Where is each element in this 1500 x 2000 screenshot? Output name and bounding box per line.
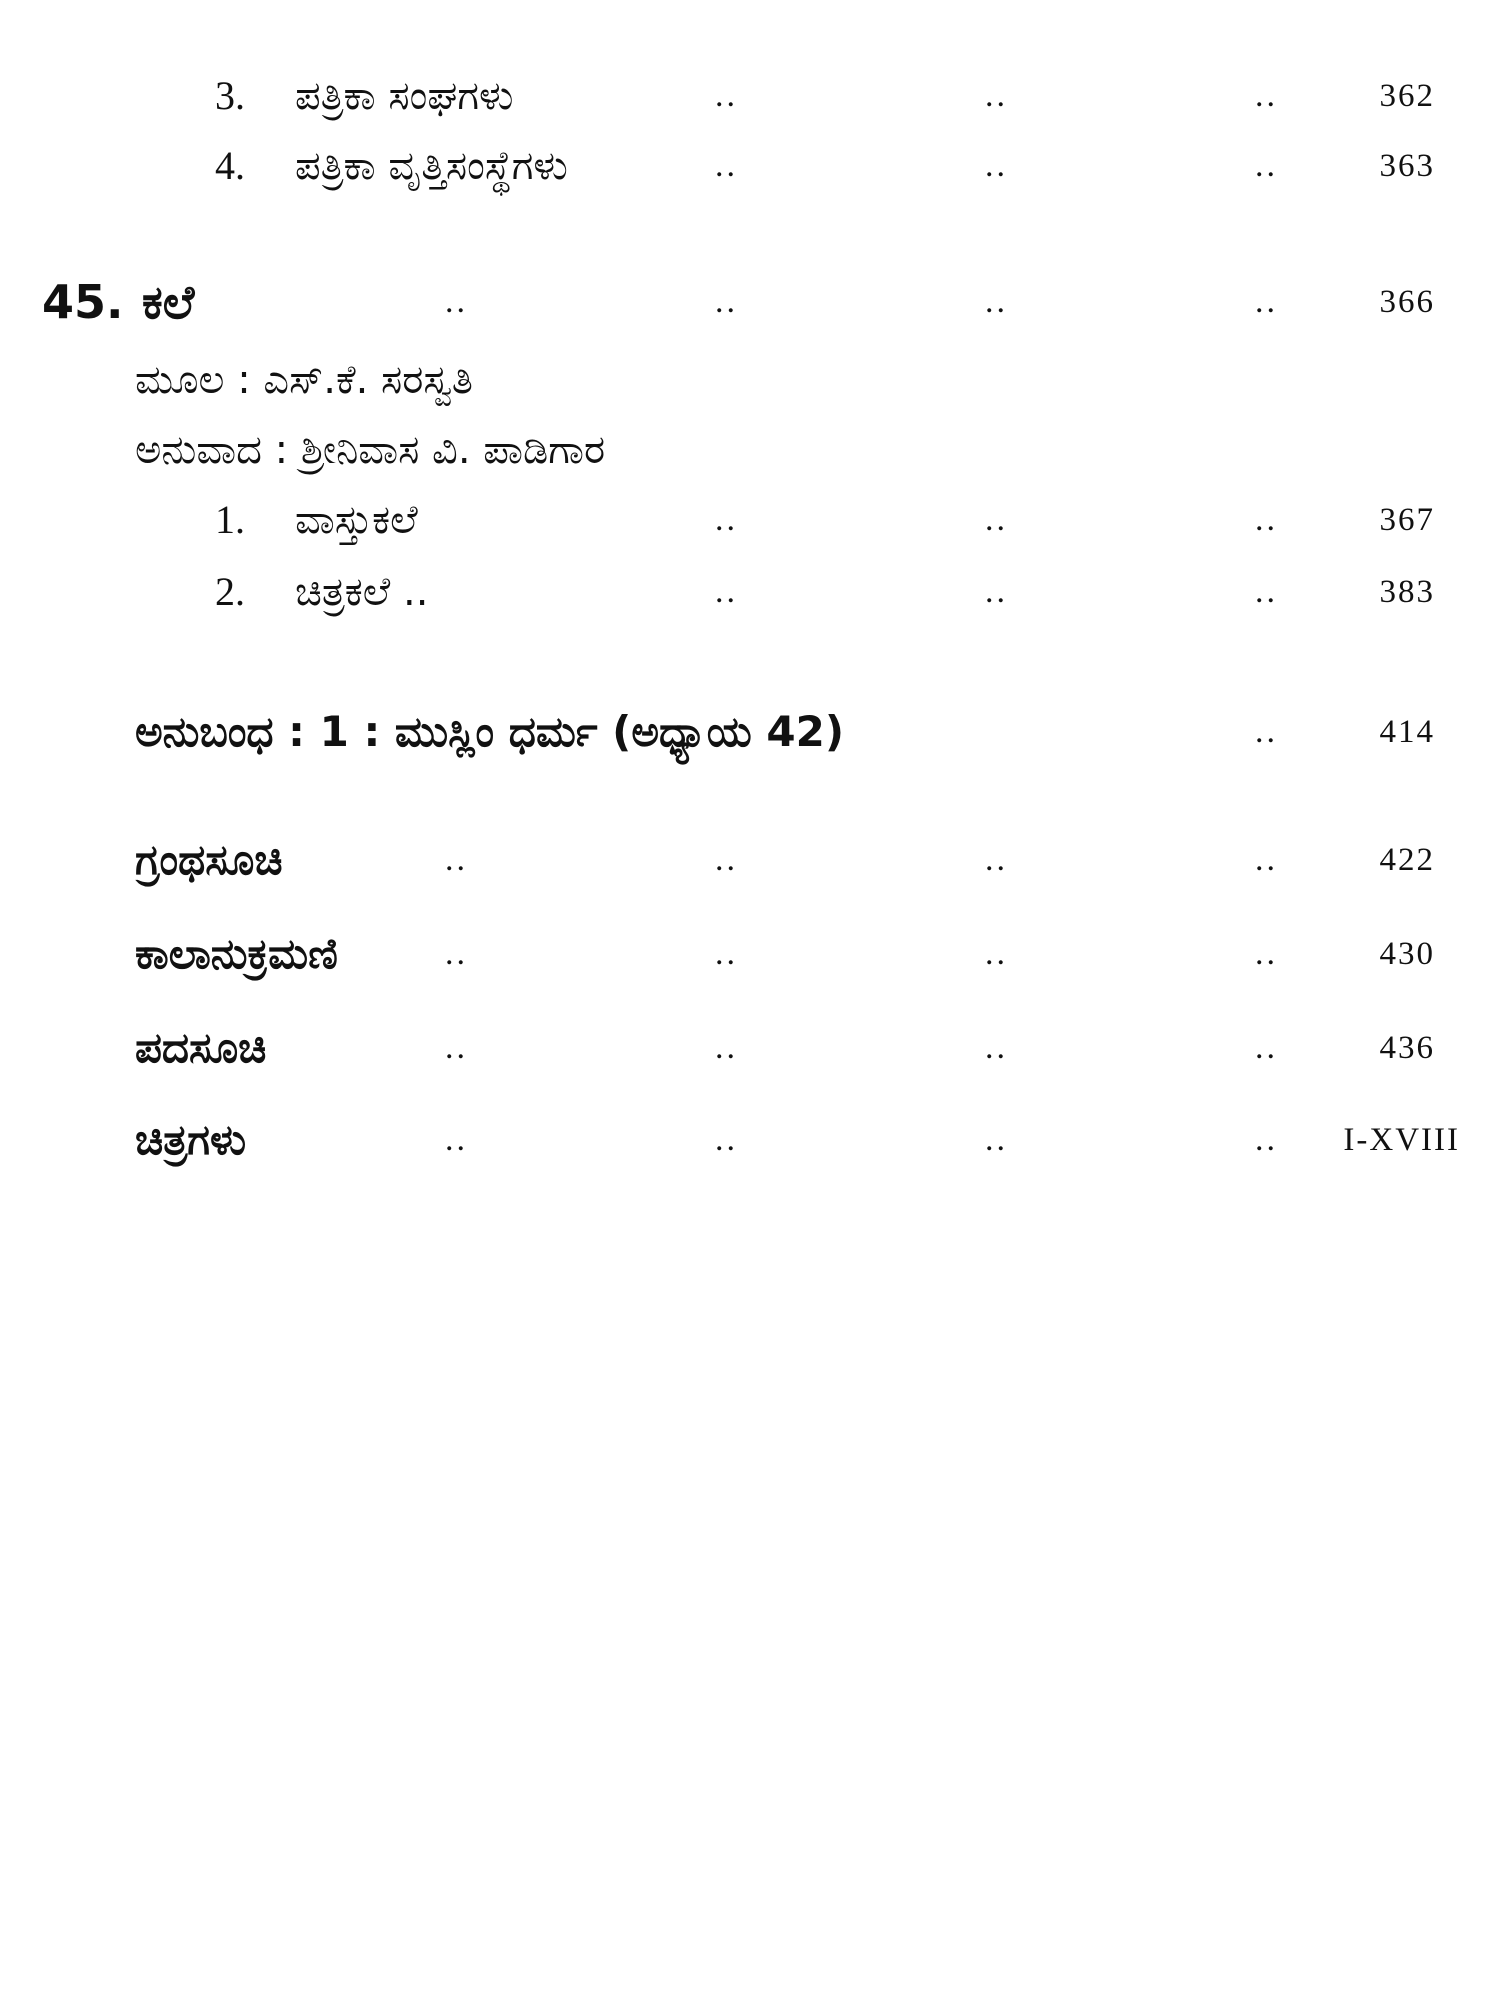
leader-dots: .. bbox=[1255, 841, 1278, 878]
leader-dots: .. bbox=[985, 573, 1008, 610]
leader-dots: .. bbox=[715, 573, 738, 610]
entry-title: ಪತ್ರಿಕಾ ಸಂಘಗಳು bbox=[295, 73, 514, 119]
leader-dots: .. bbox=[1255, 283, 1278, 320]
entry-number: 3. bbox=[215, 73, 245, 118]
toc-chronology[interactable] bbox=[0, 924, 1500, 984]
page-number: 363 bbox=[1379, 148, 1435, 184]
toc-glossary[interactable] bbox=[0, 1018, 1500, 1078]
leader-dots: .. bbox=[985, 935, 1008, 972]
leader-dots: .. bbox=[1255, 1029, 1278, 1066]
page-number: 414 bbox=[1379, 714, 1435, 750]
page-number: 422 bbox=[1379, 842, 1435, 878]
leader-dots: .. bbox=[715, 841, 738, 878]
page-number: 362 bbox=[1379, 78, 1435, 114]
leader-dots: .. bbox=[715, 283, 738, 320]
page-number: 367 bbox=[1379, 502, 1435, 538]
leader-dots: .. bbox=[445, 1029, 468, 1066]
toc-chapter-45[interactable] bbox=[0, 272, 1500, 332]
entry-number: 4. bbox=[215, 143, 245, 188]
chapter-source-line bbox=[0, 350, 1500, 410]
leader-dots: .. bbox=[1255, 713, 1278, 750]
leader-dots: .. bbox=[1255, 1121, 1278, 1158]
toc-illustrations[interactable] bbox=[0, 1110, 1500, 1170]
entry-title: ಪದಸೂಚಿ bbox=[135, 1023, 267, 1072]
leader-dots: .. bbox=[1255, 935, 1278, 972]
toc-entry-45-2[interactable] bbox=[0, 562, 1500, 622]
page-number: 436 bbox=[1379, 1030, 1435, 1066]
appendix-title: ಅನುಬಂಧ : 1 : ಮುಸ್ಲಿಂ ಧರ್ಮ (ಅಧ್ಯಾಯ 42) bbox=[135, 707, 845, 756]
entry-title: ಚಿತ್ರಕಲೆ .. bbox=[295, 569, 429, 615]
leader-dots: .. bbox=[1255, 147, 1278, 184]
toc-entry-4[interactable] bbox=[0, 136, 1500, 196]
leader-dots: .. bbox=[1255, 573, 1278, 610]
leader-dots: .. bbox=[445, 841, 468, 878]
translator-credit: ಅನುವಾದ : ಶ್ರೀನಿವಾಸ ವಿ. ಪಾಡಿಗಾರ bbox=[135, 427, 606, 473]
toc-appendix-1[interactable] bbox=[0, 702, 1500, 762]
chapter-translation-line bbox=[0, 420, 1500, 480]
leader-dots: .. bbox=[1255, 501, 1278, 538]
entry-title: ಪತ್ರಿಕಾ ವೃತ್ತಿಸಂಸ್ಥೆಗಳು bbox=[295, 143, 568, 189]
entry-title: ಗ್ರಂಥಸೂಚಿ bbox=[135, 835, 283, 884]
entry-title: ವಾಸ್ತುಕಲೆ bbox=[295, 497, 418, 543]
leader-dots: .. bbox=[985, 1121, 1008, 1158]
leader-dots: .. bbox=[985, 841, 1008, 878]
toc-entry-45-1[interactable] bbox=[0, 490, 1500, 550]
leader-dots: .. bbox=[1255, 77, 1278, 114]
leader-dots: .. bbox=[985, 77, 1008, 114]
chapter-title: ಕಲೆ bbox=[142, 275, 195, 329]
toc-bibliography[interactable] bbox=[0, 830, 1500, 890]
leader-dots: .. bbox=[985, 501, 1008, 538]
leader-dots: .. bbox=[715, 1029, 738, 1066]
chapter-number: 45. bbox=[42, 275, 124, 329]
leader-dots: .. bbox=[985, 147, 1008, 184]
leader-dots: .. bbox=[715, 501, 738, 538]
toc-entry-3[interactable] bbox=[0, 66, 1500, 126]
leader-dots: .. bbox=[715, 935, 738, 972]
leader-dots: .. bbox=[445, 935, 468, 972]
page-number: 430 bbox=[1379, 936, 1435, 972]
leader-dots: .. bbox=[985, 283, 1008, 320]
leader-dots: .. bbox=[715, 77, 738, 114]
source-credit: ಮೂಲ : ಎಸ್.ಕೆ. ಸರಸ್ವತಿ bbox=[135, 357, 474, 403]
leader-dots: .. bbox=[445, 283, 468, 320]
leader-dots: .. bbox=[445, 1121, 468, 1158]
page-number: 383 bbox=[1379, 574, 1435, 610]
page-number: I-XVIII bbox=[1343, 1122, 1460, 1158]
leader-dots: .. bbox=[715, 147, 738, 184]
entry-number: 2. bbox=[215, 569, 245, 614]
page-number: 366 bbox=[1379, 284, 1435, 320]
entry-number: 1. bbox=[215, 497, 245, 542]
leader-dots: .. bbox=[985, 1029, 1008, 1066]
leader-dots: .. bbox=[715, 1121, 738, 1158]
entry-title: ಕಾಲಾನುಕ್ರಮಣಿ bbox=[135, 929, 338, 978]
entry-title: ಚಿತ್ರಗಳು bbox=[135, 1115, 247, 1164]
